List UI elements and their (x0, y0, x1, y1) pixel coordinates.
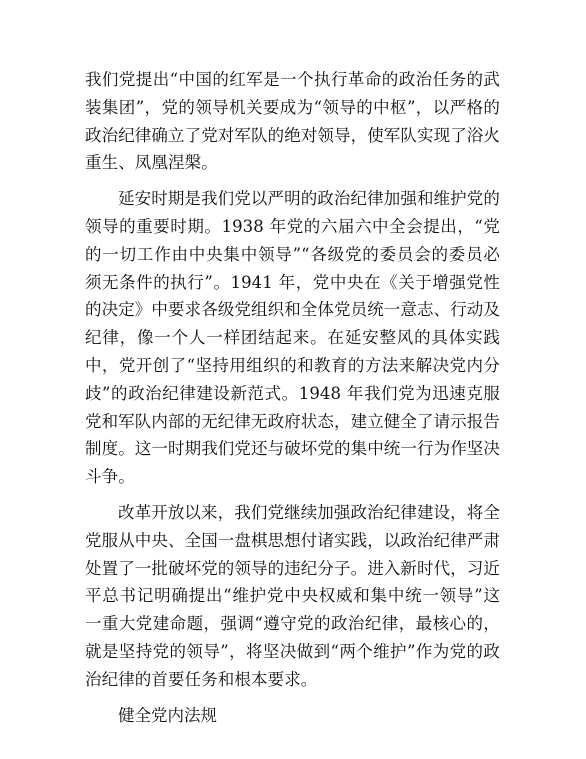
paragraph-reform-era: 改革开放以来，我们党继续加强政治纪律建设，将全党服从中央、全国一盘棋思想付诸实践，以政治纪律严肃处置了一批破坏党的领导的违纪分子。进入新时代，习近平总书记明确提出“维护党中央权威和集中统一领导”这一重大党建命题，强调“遵守党的政治纪律，最核心的，就是坚持党的领导”，将坚决做到“两个维护”作为党的政治纪律的首要任务和根本要求。 (85, 502, 500, 689)
section-heading: 健全党内法规 (118, 705, 217, 725)
paragraph-yanan-period: 延安时期是我们党以严明的政治纪律加强和维护党的领导的重要时期。1938 年党的六届六中全会提出，“党的一切工作由中央集中领导”“各级党的委员会的委员必须无条件的执行”。1941 年，党中央在《关于增强党性的决定》中要求各级党组织和全体党员统一意志、行动及纪律，像一个人一样团结起来。在延安整风的具体实践中，党开创了“坚持用组织的和教育的方法来解决党内分歧”的政治纪律建设新范式。1948 年我们党为迅速克服党和军队内部的无纪律无政府状态，建立健全了请示报告制度。这一时期我们党还与破坏党的集中统一行为作坚决斗争。 (85, 189, 500, 487)
paragraph-red-army: 我们党提出“中国的红军是一个执行革命的政治任务的武装集团”，党的领导机关要成为“领导的中枢”，以严格的政治纪律确立了党对军队的绝对领导，使军队实现了浴火重生、凤凰涅槃。 (85, 70, 500, 173)
